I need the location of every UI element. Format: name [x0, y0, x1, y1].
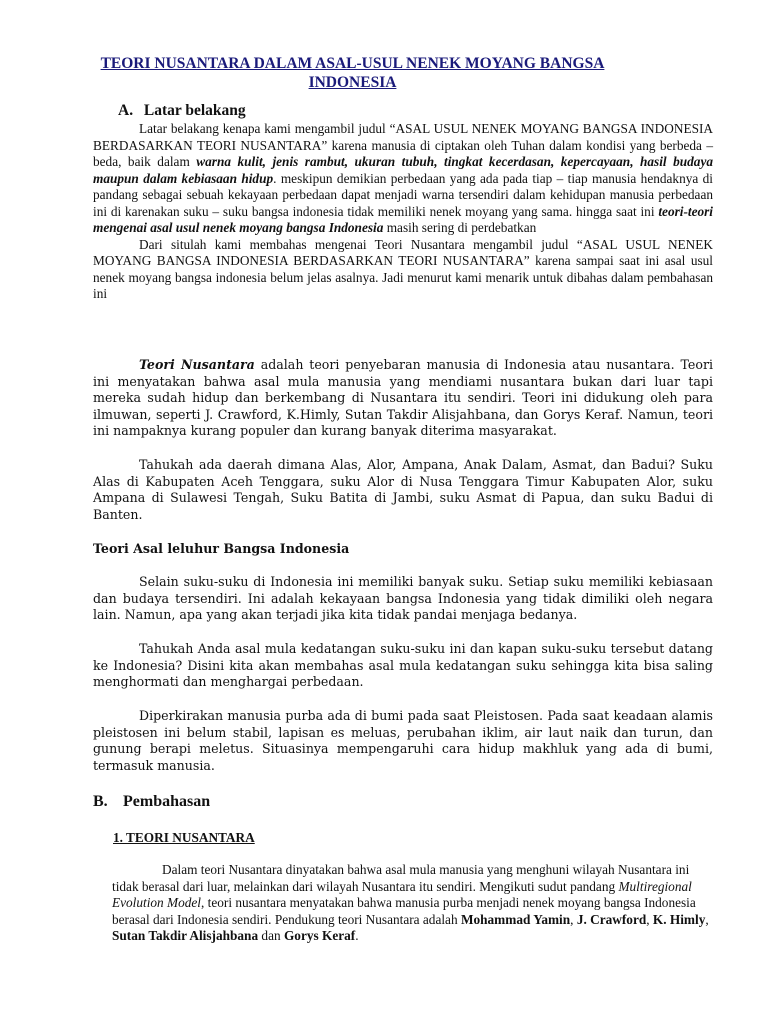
- emphasis-run: teori-teori mengenai asal usul nenek moyang bangsa Indonesia: [93, 203, 713, 235]
- paragraph-dari-situlah: Dari situlah kami membahas mengenai Teori Nusantara mengambil judul “ASAL USUL NENEK MOYANG BANGSA INDONESIA BERDASARKAN TEORI NUSANTARA” karena sampai saat ini asal usul nenek moyang bangsa indonesia belum jelas asalnya. Jadi menurut kami menarik untuk dibahas dalam pembahasan ini: [93, 236, 713, 301]
- paragraph-block-1: [93, 121, 713, 303]
- paragraph-block-5: [93, 641, 713, 691]
- document-title: TEORI NUSANTARA DALAM ASAL-USUL NENEK MOYANG BANGSA INDONESIA: [100, 55, 605, 91]
- section-a-label: A.: [118, 102, 134, 119]
- emphasis-run: Teori Nusantara: [139, 357, 255, 372]
- paragraph-dalam-teori: [112, 862, 712, 945]
- subsection-teori-nusantara: 1. TEORI NUSANTARA: [113, 830, 255, 845]
- section-a-heading: [118, 102, 246, 120]
- paragraph-tahukah-daerah: Tahukah ada daerah dimana Alas, Alor, Ampana, Anak Dalam, Asmat, dan Badui? Suku Alas di Kabupaten Aceh Tenggara, suku Alor di Nusa Tenggara Timur Kabupaten Alor, suku Ampana di Sulawesi Tengah, Suku Batita di Jambi, suku Asmat di Papua, dan suku Badui di Banten.: [93, 457, 713, 522]
- text-run: Latar belakang kenapa kami mengambil judul “ASAL USUL NENEK MOYANG BANGSA INDONESIA BERDASARKAN TEORI NUSANTARA” karena manusia di ciptakan oleh Tuhan dalam kondisi yang berbeda – beda, baik dalam: [93, 121, 713, 169]
- bold-run: J. Crawford: [576, 911, 647, 927]
- bold-run: Sutan Takdir Alisjahbana: [112, 928, 259, 943]
- text-run: masih sering di perdebatkan: [383, 220, 537, 235]
- paragraph-latar-belakang: [93, 121, 713, 237]
- text-run: ,: [646, 911, 653, 927]
- text-run: , teori nusantara menyatakan bahwa manusia purba menjadi nenek moyang bangsa Indonesia berasal dari Indonesia sendiri. Pendukung teori Nusantara adalah: [112, 895, 696, 927]
- paragraph-diperkirakan: Diperkirakan manusia purba ada di bumi pada saat Pleistosen. Pada saat keadaan alamis pleistosen ini belum stabil, lapisan es meluas, perubahan iklim, air laut naik dan turun, dan gunung berapi meletus. Situasinya mempengaruhi cara hidup makhluk yang ada di bumi, termasuk manusia.: [93, 708, 713, 773]
- section-b-title: Pembahasan: [123, 793, 211, 810]
- section-b-label: B.: [93, 793, 108, 810]
- text-run: .: [355, 928, 359, 943]
- italic-run: Multiregional Evolution Model: [112, 878, 692, 910]
- text-run: Dalam teori Nusantara dinyatakan bahwa asal mula manusia yang menghuni wilayah Nusantara ini tidak berasal dari luar, melainkan dari wilayah Nusantara itu sendiri. Mengikuti sudut pandang: [112, 862, 690, 894]
- paragraph-block-7: [112, 862, 712, 945]
- text-run: adalah teori penyebaran manusia di Indonesia atau nusantara. Teori ini menyatakan bahwa asal mula manusia yang mendiami nusantara bukan dari luar tapi mereka sudah hidup dan berkembang di Nusantara itu sendiri. Teori ini didukung oleh para ilmuwan, seperti J. Crawford, K.Himly, Sutan Takdir Alisjahbana, dan Gorys Keraf. Namun, teori ini nampaknya kurang populer dan kurang banyak diterima masyarakat.: [93, 357, 713, 438]
- paragraph-tahukah-anda: Tahukah Anda asal mula kedatangan suku-suku ini dan kapan suku-suku tersebut datang ke Indonesia? Disini kita akan membahas asal mula kedatangan suku sehingga kita bisa saling menghormati dan menghargai perbedaan.: [93, 641, 713, 689]
- paragraph-block-6: [93, 708, 713, 774]
- bold-run: Mohammad Yamin: [460, 911, 571, 927]
- paragraph-block-2: [93, 357, 713, 440]
- paragraph-block-3: [93, 457, 713, 523]
- text-run: dan: [258, 928, 284, 943]
- bold-run: Gorys Keraf: [283, 928, 356, 943]
- paragraph-teori-nusantara: [93, 357, 713, 440]
- subheading-asal-leluhur: Teori Asal leluhur Bangsa Indonesia: [93, 541, 350, 556]
- section-a-title: Latar belakang: [143, 102, 246, 119]
- text-run: ,: [570, 911, 577, 927]
- paragraph-block-4: [93, 574, 713, 624]
- section-b-heading: [93, 793, 210, 811]
- text-run: . meskipun demikian perbedaan yang ada pada tiap – tiap manusia hendaknya di pandang sebagai sebuah kekayaan perbedaan dapat menjadi warna tersendiri dalam kehidupan manusia perbedaan ini di karenakan suku – suku bangsa indonesia tidak memiliki nenek moyang yang sama. hingga saat ini: [93, 170, 713, 219]
- bold-run: K. Himly: [652, 911, 706, 927]
- paragraph-selain-suku: Selain suku-suku di Indonesia ini memiliki banyak suku. Setiap suku memiliki kebiasaan dan budaya tersendiri. Ini adalah kekayaan bangsa Indonesia yang tidak dimiliki oleh negara lain. Namun, apa yang akan terjadi jika kita tidak pandai menjaga bedanya.: [93, 574, 713, 622]
- emphasis-run: warna kulit, jenis rambut, ukuran tubuh, tingkat kecerdasan, kepercayaan, hasil budaya maupun dalam kebiasaan hidup: [93, 154, 713, 186]
- text-run: ,: [705, 911, 709, 927]
